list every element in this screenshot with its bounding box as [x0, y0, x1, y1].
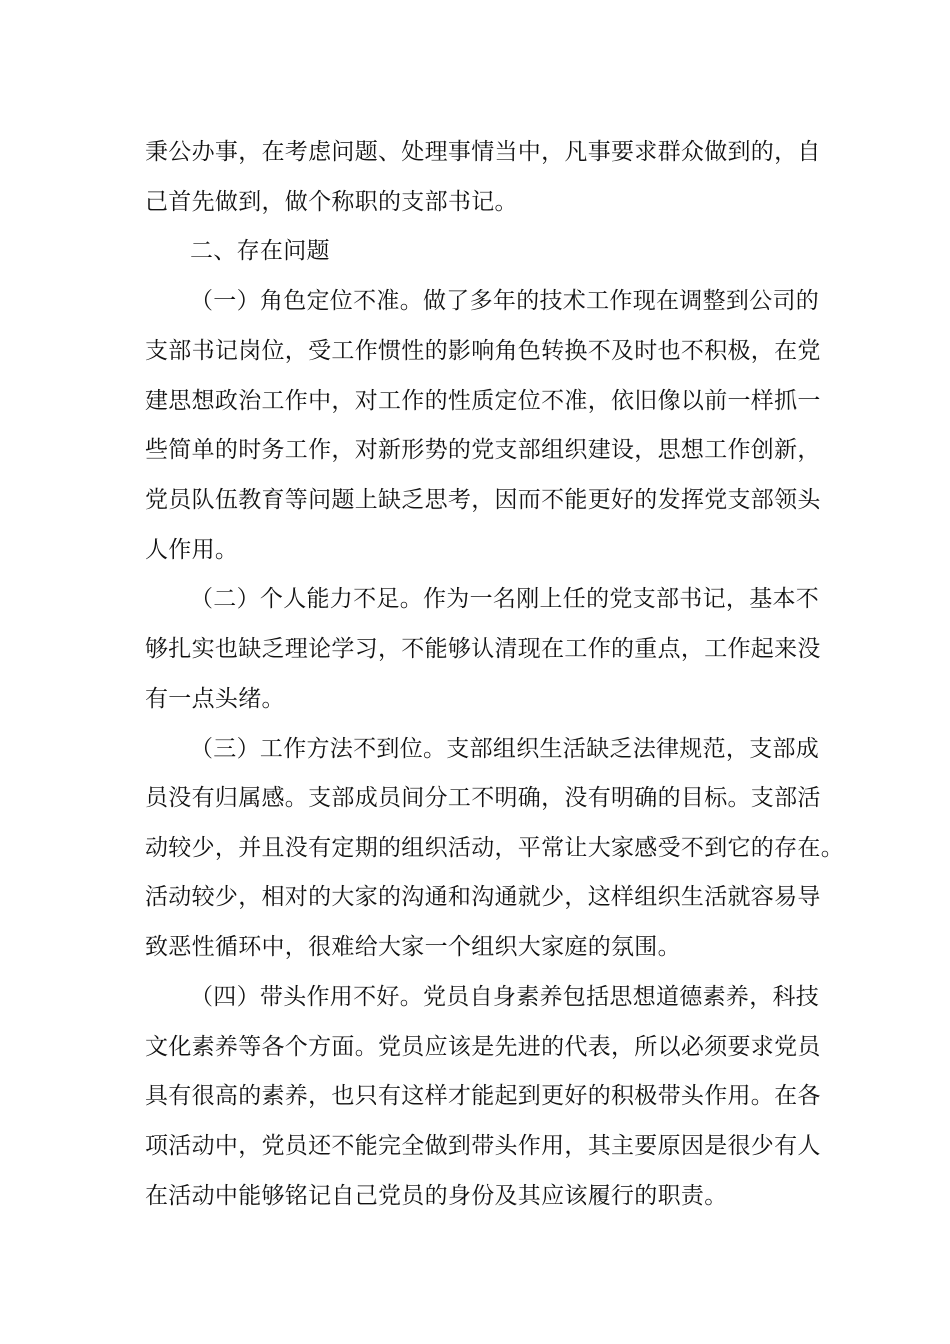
text-line: 具有很高的素养，也只有这样才能起到更好的积极带头作用。在各 [145, 1083, 821, 1109]
paragraph-first-line: （一）角色定位不准。做了多年的技术工作现在调整到公司的 [190, 288, 820, 314]
paragraph-first-line: （三）工作方法不到位。支部组织生活缺乏法律规范，支部成 [190, 736, 820, 762]
text-line: 人作用。 [145, 537, 239, 563]
text-line: 有一点头绪。 [145, 686, 285, 712]
paragraph-first-line: （四）带头作用不好。党员自身素养包括思想道德素养，科技 [190, 984, 820, 1010]
text-line: 秉公办事，在考虑问题、处理事情当中，凡事要求群众做到的，自 [145, 139, 821, 165]
text-line: 文化素养等各个方面。党员应该是先进的代表，所以必须要求党员 [145, 1034, 821, 1060]
text-line: 动较少，并且没有定期的组织活动，平常让大家感受不到它的存在。 [145, 835, 844, 861]
text-line: 建思想政治工作中，对工作的性质定位不准，依旧像以前一样抓一 [145, 388, 821, 414]
paragraph-first-line: （二）个人能力不足。作为一名刚上任的党支部书记，基本不 [190, 586, 820, 612]
text-line: 些简单的时务工作，对新形势的党支部组织建设，思想工作创新， [145, 437, 821, 463]
text-line: 党员队伍教育等问题上缺乏思考，因而不能更好的发挥党支部领头 [145, 487, 821, 513]
text-line: 够扎实也缺乏理论学习，不能够认清现在工作的重点，工作起来没 [145, 636, 821, 662]
text-line: 己首先做到，做个称职的支部书记。 [145, 189, 518, 215]
text-line: 致恶性循环中，很难给大家一个组织大家庭的氛围。 [145, 934, 681, 960]
text-line: 支部书记岗位，受工作惯性的影响角色转换不及时也不积极，在党 [145, 338, 821, 364]
text-line: 项活动中，党员还不能完全做到带头作用，其主要原因是很少有人 [145, 1133, 821, 1159]
text-line: 员没有归属感。支部成员间分工不明确，没有明确的目标。支部活 [145, 785, 821, 811]
section-heading: 二、存在问题 [190, 238, 330, 264]
text-line: 活动较少，相对的大家的沟通和沟通就少，这样组织生活就容易导 [145, 884, 821, 910]
text-line: 在活动中能够铭记自己党员的身份及其应该履行的职责。 [145, 1183, 728, 1209]
